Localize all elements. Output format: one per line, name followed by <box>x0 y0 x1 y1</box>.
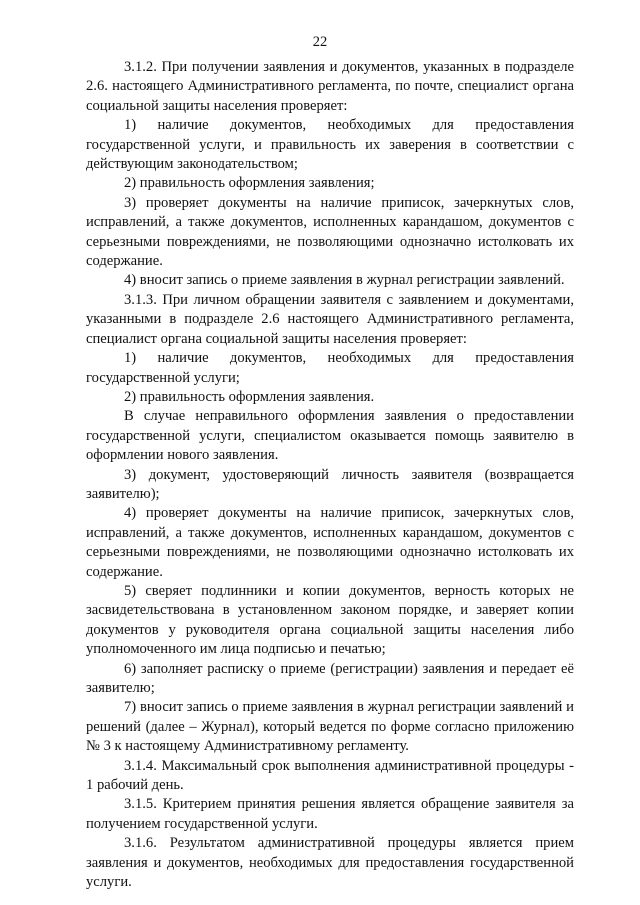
paragraph-3-1-5: 3.1.5. Критерием принятия решения является обращение заявителя за получением государственной услуги. <box>86 796 574 832</box>
paragraph-item: 4) проверяет документы на наличие приписок, зачеркнутых слов, исправлений, а также документов, исполненных карандашом, документов с серьезными повреждениями, не позволяющими однозначно истолковать их содержание. <box>86 505 574 580</box>
paragraph-item: 4) вносит запись о приеме заявления в журнал регистрации заявлений. <box>124 272 565 289</box>
paragraph-3-1-2: 3.1.2. При получении заявления и документов, указанных в подразделе 2.6. настоящего Административного регламента, по почте, специалист органа социальной защиты населения проверяет: <box>86 59 574 114</box>
paragraph-3-1-6: 3.1.6. Результатом административной процедуры является прием заявления и документов, необходимых для предоставления государственной услуги. <box>86 835 574 891</box>
page-number: 22 <box>312 34 328 50</box>
paragraph-item: 1) наличие документов, необходимых для предоставления государственной услуги, и правильность их заверения в соответствии с действующим законодательством; <box>86 117 574 173</box>
paragraph-item: 2) правильность оформления заявления; <box>124 175 375 192</box>
paragraph-item: 3) проверяет документы на наличие приписок, зачеркнутых слов, исправлений, а также документов, исполненных карандашом, документов с серьезными повреждениями, не позволяющими однозначно истолковать их содержание. <box>86 194 574 270</box>
paragraph-item: 3) документ, удостоверяющий личность заявителя (возвращается заявителю); <box>86 466 574 502</box>
paragraph-item: 5) сверяет подлинники и копии документов, верность которых не засвидетельствована в установленном законом порядке, и заверяет копии документов у руководителя органа социальной защиты населения либо уполномоченного им лица подписью и печатью; <box>86 582 574 658</box>
paragraph-item: 6) заполняет расписку о приеме (регистрации) заявления и передает её заявителю; <box>86 660 574 696</box>
document-body <box>86 58 574 892</box>
paragraph-item: В случае неправильного оформления заявления о предоставлении государственной услуги, специалистом оказывается помощь заявителю в оформлении нового заявления. <box>86 408 574 464</box>
paragraph-item: 1) наличие документов, необходимых для предоставления государственной услуги; <box>86 350 574 386</box>
paragraph-3-1-4: 3.1.4. Максимальный срок выполнения административной процедуры - 1 рабочий день. <box>86 757 574 794</box>
paragraph-3-1-3: 3.1.3. При личном обращении заявителя с заявлением и документами, указанными в подразделе 2.6 настоящего Административного регламента, специалист органа социальной защиты населения проверяет: <box>86 291 574 347</box>
paragraph-item: 7) вносит запись о приеме заявления в журнал регистрации заявлений и решений (далее – Журнал), который ведется по форме согласно приложению № 3 к настоящему Административному регламенту. <box>86 699 574 755</box>
paragraph-item: 2) правильность оформления заявления. <box>124 388 375 405</box>
